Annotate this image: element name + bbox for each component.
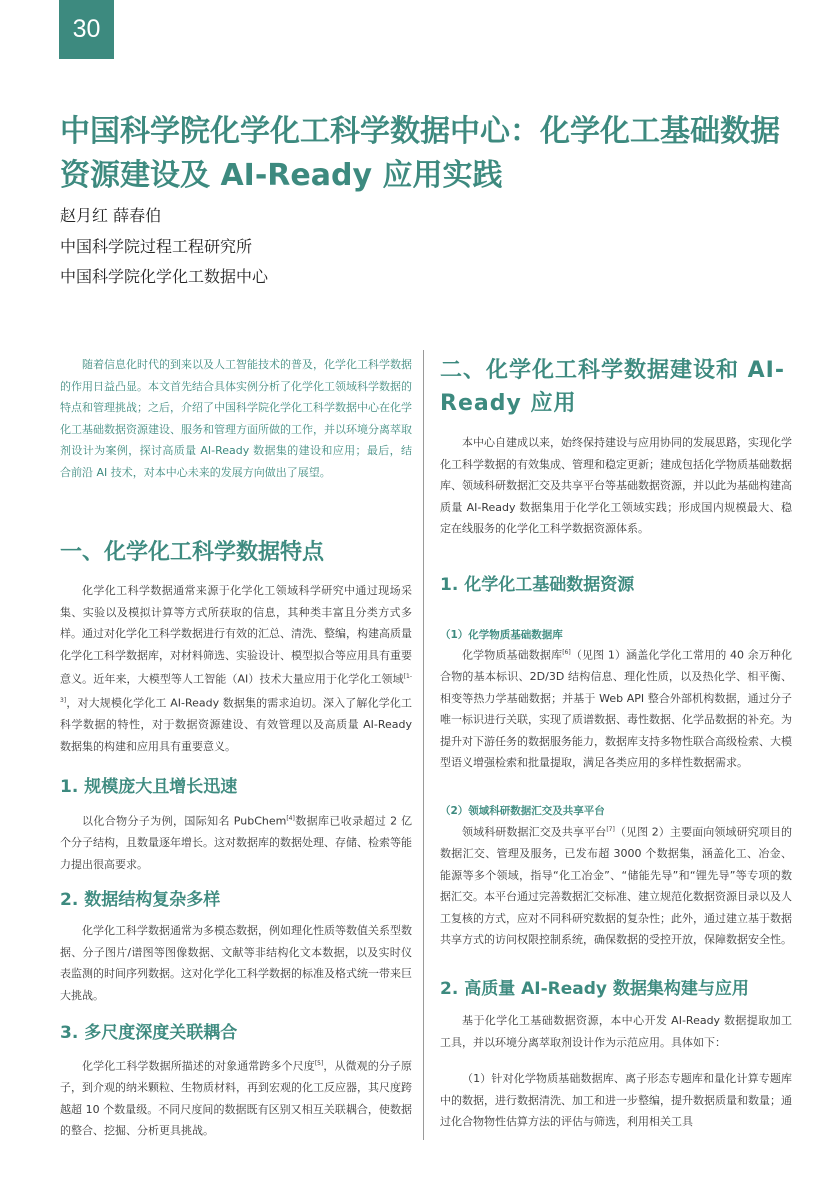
paragraph-structure: 化学化工科学数据通常为多模态数据，例如理化性质等数值关系型数据、分子图片/谱图等图像数据、文献等非结构化文本数据，以及实时仪表监测的时间序列数据。这对化学化工科学数据的标准及格式统一带来巨大挑战。 (60, 924, 412, 1002)
paragraph-multiscale: 化学化工科学数据所描述的对象通常跨多个尺度[5]，从微观的分子原子，到介观的纳米颗粒、生物质材料，再到宏观的化工反应器，其尺度跨越超 10 个数量级。不同尺度间的数据既有区别又相互关联耦合，使数据的整合、挖掘、分析更具挑战。 (60, 1059, 413, 1138)
paragraph-ai-ready-step1: （1）针对化学物质基础数据库、离子形态专题库和量化计算专题库中的数据，进行数据清洗、加工和进一步整编，提升数据质量和数量；通过化合物物性估算方法的评估与筛选，利用相关工具 (440, 1072, 792, 1128)
subsubsection-heading-chemical-db: （1）化学物质基础数据库 (440, 629, 563, 641)
section-heading-1: 一、化学化工科学数据特点 (60, 540, 325, 565)
citation: [1-3] (60, 673, 412, 705)
subsection-heading-ai-ready: 2. 高质量 AI-Ready 数据集构建与应用 (440, 979, 749, 999)
citation: [7] (606, 826, 615, 833)
affiliation-2: 中国科学院化学化工数据中心 (60, 267, 269, 286)
subsection-heading-multiscale: 3. 多尺度深度关联耦合 (60, 1023, 238, 1043)
subsection-heading-basic-resources: 1. 化学化工基础数据资源 (440, 575, 635, 595)
page-number: 30 (59, 0, 114, 59)
affiliation-1: 中国科学院过程工程研究所 (60, 237, 253, 256)
paragraph-scale: 以化合物分子为例，国际知名 PubChem[4]数据库已收录超过 2 亿个分子结构，且数量逐年增长。这对数据库的数据处理、存储、检索等能力提出很高要求。 (60, 814, 412, 871)
citation: [6] (562, 649, 571, 656)
subsubsection-heading-sharing-platform: （2）领域科研数据汇交及共享平台 (440, 805, 605, 817)
subsection-heading-structure: 2. 数据结构复杂多样 (60, 890, 221, 910)
citation: [4] (286, 815, 295, 822)
paragraph-sharing-platform: 领域科研数据汇交及共享平台[7]（见图 2）主要面向领域研究项目的数据汇交、管理及服务，已发布超 3000 个数据集，涵盖化工、冶金、能源等多个领域，指导“化工冶金”、“储能先导”和“锂先导”等专项的数据汇交。本平台通过完善数据汇交标准、建立规范化数据资源目录以及人工复核的方式，应对不同科研究数据的复杂性；此外，通过建立基于数据共享方式的访问权限控制系统，确保数据的受控开放，保障数据安全性。 (440, 825, 793, 947)
paragraph-ai-ready: 基于化学化工基础数据资源，本中心开发 AI-Ready 数据提取加工工具，并以环境分离萃取剂设计作为示范应用。具体如下： (440, 1014, 792, 1049)
paragraph-chemical-db: 化学物质基础数据库[6]（见图 1）涵盖化学化工常用的 40 余万种化合物的基本标识、2D/3D 结构信息、理化性质，以及热化学、相平衡、相变等热力学基础数据；并基于 Web API 整合外部机构数据，通过分子唯一标识进行关联，实现了质谱数据、毒性数据、化学品数据的补充。为提升对下游任务的数据服务能力，数据库支持多物性联合高级检索、大模型语义增强检索和批量提取，满足各类应用的多样性数据需求。 (440, 648, 793, 770)
abstract: 随着信息化时代的到来以及人工智能技术的普及，化学化工科学数据的作用日益凸显。本文首先结合具体实例分析了化学化工领域科学数据的特点和管理挑战；之后，介绍了中国科学院化学化工科学数据中心在化学化工基础数据资源建设、服务和管理方面所做的工作，并以环境分离萃取剂设计为案例，探讨高质量 AI-Ready 数据集的建设和应用；最后，结合前沿 AI 技术，对本中心未来的发展方向做出了展望。 (60, 358, 412, 479)
subsection-heading-scale: 1. 规模庞大且增长迅速 (60, 777, 238, 797)
authors: 赵月红 薛春伯 (60, 206, 162, 225)
paragraph-characteristics: 化学化工科学数据通常来源于化学化工领域科学研究中通过现场采集、实验以及模拟计算等方式所获取的信息，其种类丰富且分类方式多样。通过对化学化工科学数据进行有效的汇总、清洗、整编，构建高质量化学化工科学数据库，对材料筛选、实验设计、模型拟合等应用具有重要意义。近年来，大模型等人工智能（AI）技术大量应用于化学化工领域[1-3]，对大规模化学化工 AI-Ready 数据集的需求迫切。深入了解化学化工科学数据的特性，对于数据资源建设、有效管理以及高质量 AI-Ready 数据集的构建和应用具有重要意义。 (60, 584, 412, 753)
paragraph-center-intro: 本中心自建成以来，始终保持建设与应用协同的发展思路，实现化学化工科学数据的有效集成、管理和稳定更新；建成包括化学物质基础数据库、领域科研数据汇交及共享平台等基础数据资源，并以此为基础构建高质量 AI-Ready 数据集用于化学化工领域实践；形成国内规模最大、稳定在线服务的化学化工科学数据资源体系。 (440, 436, 792, 535)
article-title: 中国科学院化学化工科学数据中心：化学化工基础数据资源建设及 AI-Ready 应用实践 (60, 114, 780, 193)
citation: [5] (314, 1060, 324, 1067)
section-heading-2: 二、化学化工科学数据建设和 AI-Ready 应用 (440, 358, 786, 416)
column-divider (423, 350, 424, 1140)
